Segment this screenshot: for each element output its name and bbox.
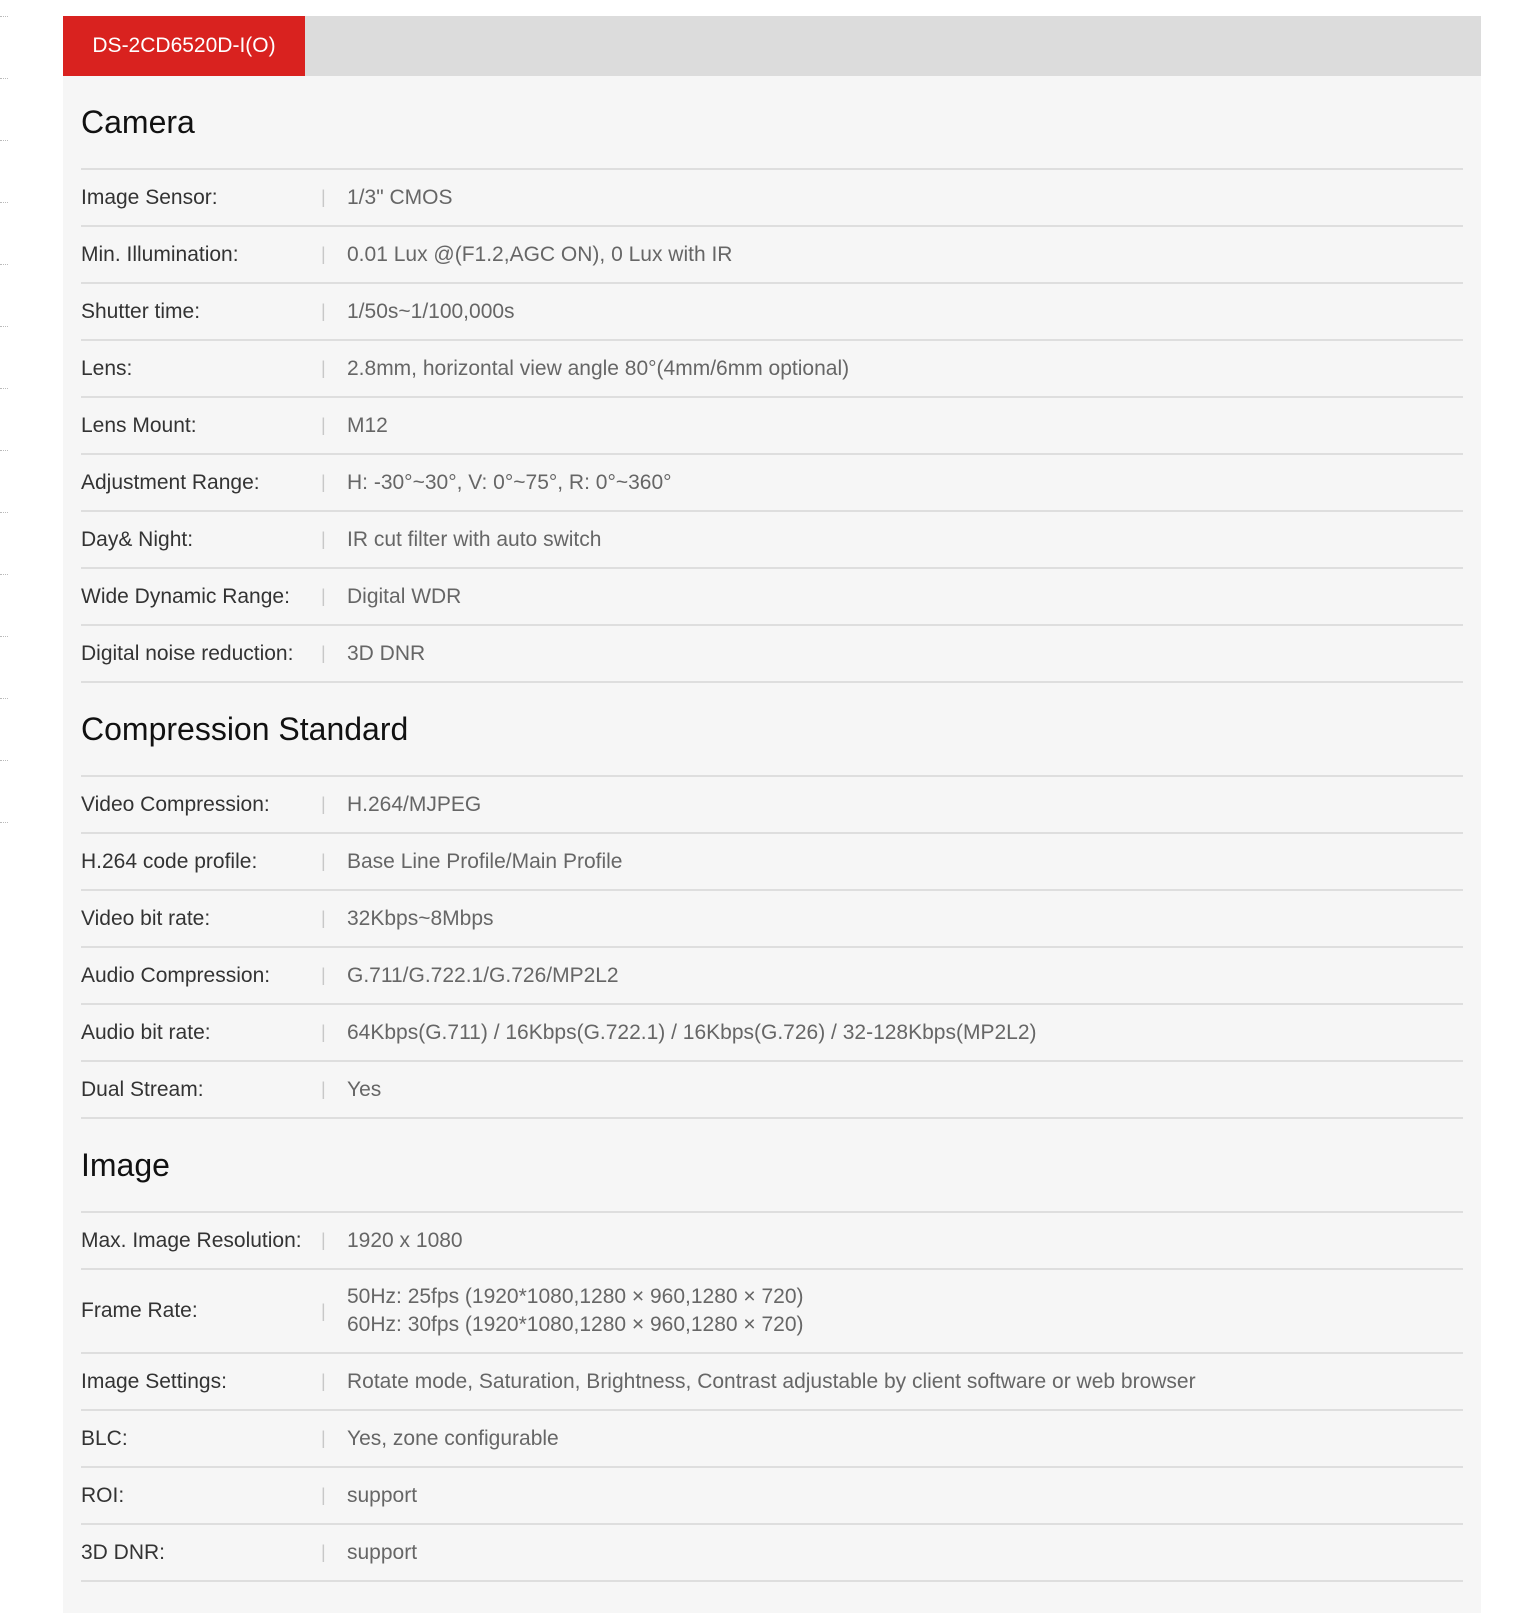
spec-value-line: 2.8mm, horizontal view angle 80°(4mm/6mm optional) — [347, 356, 850, 380]
spec-value — [347, 1076, 381, 1104]
edge-dot — [0, 140, 8, 141]
spec-separator: | — [321, 1485, 326, 1505]
spec-value — [347, 184, 452, 212]
spec-row — [81, 170, 1463, 227]
spec-value-line: Base Line Profile/Main Profile — [347, 849, 623, 873]
spec-value-line: IR cut filter with auto switch — [347, 527, 602, 551]
spec-label: Video Compression: — [81, 792, 270, 816]
spec-separator: | — [321, 794, 326, 814]
spec-value — [347, 298, 515, 326]
spec-separator: | — [321, 1300, 326, 1321]
spec-sections — [81, 76, 1463, 1582]
section-title: Compression Standard — [81, 683, 1463, 777]
spec-label: Video bit rate: — [81, 906, 211, 930]
edge-dot — [0, 450, 8, 451]
spec-separator: | — [321, 1230, 326, 1250]
spec-value-line: Rotate mode, Saturation, Brightness, Contrast adjustable by client software or web browser — [347, 1369, 1196, 1393]
spec-value — [347, 848, 622, 876]
spec-value — [347, 412, 388, 440]
spec-value-line: Yes — [347, 1077, 382, 1101]
spec-separator: | — [321, 1371, 326, 1391]
spec-value — [347, 791, 481, 819]
spec-value-line: 64Kbps(G.711) / 16Kbps(G.722.1) / 16Kbps(G.726) / 32-128Kbps(MP2L2) — [347, 1020, 1037, 1044]
spec-row — [81, 1468, 1463, 1525]
spec-value-line: H: -30°~30°, V: 0°~75°, R: 0°~360° — [347, 470, 672, 494]
spec-label: Shutter time: — [81, 299, 201, 323]
spec-separator: | — [321, 301, 326, 321]
spec-value — [347, 526, 601, 554]
spec-value — [347, 1425, 559, 1453]
spec-row — [81, 1213, 1463, 1270]
section-title: Camera — [81, 76, 1463, 170]
spec-value-line: support — [347, 1483, 418, 1507]
spec-label: Frame Rate: — [81, 1299, 198, 1322]
spec-row — [81, 227, 1463, 284]
spec-separator: | — [321, 851, 326, 871]
spec-separator: | — [321, 908, 326, 928]
spec-value-line: 1920 x 1080 — [347, 1228, 463, 1252]
spec-label: Adjustment Range: — [81, 470, 260, 494]
spec-label: Lens: — [81, 356, 133, 380]
spec-value-line: G.711/G.722.1/G.726/MP2L2 — [347, 963, 619, 987]
spec-value — [347, 962, 619, 990]
spec-row — [81, 834, 1463, 891]
spec-value — [347, 1368, 1196, 1396]
spec-value-line: 1/3" CMOS — [347, 185, 453, 209]
spec-separator: | — [321, 1022, 326, 1042]
spec-label: ROI: — [81, 1483, 125, 1507]
left-edge-dots — [0, 0, 8, 850]
spec-row — [81, 569, 1463, 626]
spec-separator: | — [321, 244, 326, 264]
spec-value — [347, 1539, 417, 1567]
edge-dot — [0, 636, 8, 637]
spec-label: Min. Illumination: — [81, 242, 239, 266]
edge-dot — [0, 388, 8, 389]
edge-dot — [0, 574, 8, 575]
spec-label: 3D DNR: — [81, 1540, 166, 1564]
spec-label: Dual Stream: — [81, 1077, 204, 1101]
spec-separator: | — [321, 1542, 326, 1562]
spec-value-line: 32Kbps~8Mbps — [347, 906, 494, 930]
spec-value — [347, 1019, 1037, 1047]
spec-value-line: M12 — [347, 413, 388, 437]
spec-row — [81, 1062, 1463, 1119]
spec-value-line: 1/50s~1/100,000s — [347, 299, 515, 323]
spec-label: Wide Dynamic Range: — [81, 584, 290, 608]
spec-separator: | — [321, 1428, 326, 1448]
spec-label: H.264 code profile: — [81, 849, 258, 873]
spec-value — [347, 905, 494, 933]
spec-row — [81, 777, 1463, 834]
spec-value — [347, 583, 461, 611]
spec-label: Audio bit rate: — [81, 1020, 211, 1044]
edge-dot — [0, 78, 8, 79]
spec-row — [81, 1354, 1463, 1411]
edge-dot — [0, 326, 8, 327]
spec-value-line: Yes, zone configurable — [347, 1426, 559, 1450]
spec-row — [81, 398, 1463, 455]
product-tab-bar — [63, 16, 1481, 76]
spec-row — [81, 284, 1463, 341]
spec-label: Image Settings: — [81, 1369, 227, 1393]
spec-value-line: support — [347, 1540, 418, 1564]
spec-row — [81, 626, 1463, 683]
spec-row — [81, 1270, 1463, 1354]
spec-panel — [63, 76, 1481, 1613]
spec-value — [347, 1227, 463, 1255]
spec-value — [347, 640, 425, 668]
spec-row — [81, 891, 1463, 948]
edge-dot — [0, 760, 8, 761]
spec-row — [81, 512, 1463, 569]
spec-separator: | — [321, 529, 326, 549]
spec-value-line: Digital WDR — [347, 584, 462, 608]
spec-row — [81, 1525, 1463, 1582]
spec-value — [347, 1283, 804, 1339]
spec-row — [81, 1005, 1463, 1062]
spec-label: Digital noise reduction: — [81, 641, 294, 665]
edge-dot — [0, 202, 8, 203]
spec-value — [347, 1482, 417, 1510]
edge-dot — [0, 264, 8, 265]
edge-dot — [0, 512, 8, 513]
spec-separator: | — [321, 415, 326, 435]
spec-separator: | — [321, 965, 326, 985]
spec-value-line: 60Hz: 30fps (1920*1080,1280 × 960,1280 × 720) — [347, 1313, 804, 1336]
spec-label: Max. Image Resolution: — [81, 1228, 302, 1252]
spec-label: Lens Mount: — [81, 413, 197, 437]
spec-separator: | — [321, 472, 326, 492]
tab-model[interactable]: DS-2CD6520D-I(O) — [63, 16, 305, 76]
spec-row — [81, 948, 1463, 1005]
edge-dot — [0, 16, 8, 17]
spec-label: BLC: — [81, 1426, 128, 1450]
section-title: Image — [81, 1119, 1463, 1213]
spec-separator: | — [321, 643, 326, 663]
spec-label: Day& Night: — [81, 527, 194, 551]
spec-separator: | — [321, 187, 326, 207]
spec-row — [81, 455, 1463, 512]
spec-separator: | — [321, 1079, 326, 1099]
spec-value-line: 3D DNR — [347, 641, 426, 665]
spec-label: Audio Compression: — [81, 963, 271, 987]
spec-value-line: 50Hz: 25fps (1920*1080,1280 × 960,1280 × 720) — [347, 1285, 804, 1308]
spec-value-line: H.264/MJPEG — [347, 792, 482, 816]
spec-row — [81, 341, 1463, 398]
spec-value — [347, 469, 672, 497]
edge-dot — [0, 698, 8, 699]
spec-label: Image Sensor: — [81, 185, 218, 209]
spec-separator: | — [321, 358, 326, 378]
edge-dot — [0, 822, 8, 823]
spec-row — [81, 1411, 1463, 1468]
spec-value — [347, 241, 732, 269]
spec-separator: | — [321, 586, 326, 606]
spec-value-line: 0.01 Lux @(F1.2,AGC ON), 0 Lux with IR — [347, 242, 733, 266]
spec-value — [347, 355, 849, 383]
